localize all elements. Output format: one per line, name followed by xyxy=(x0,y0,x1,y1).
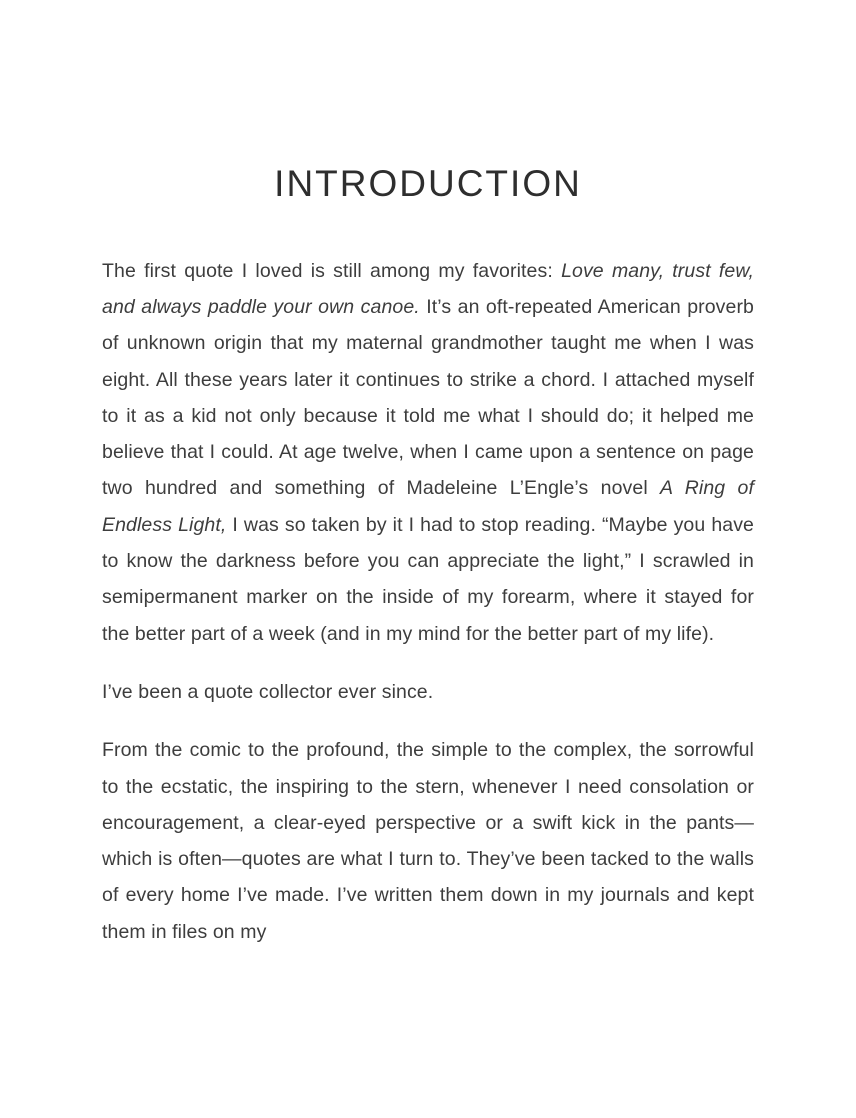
italic-text-run: A Ring of Endless Light, xyxy=(102,477,754,536)
text-run: It’s an oft-repeated American proverb of unknown origin that my maternal grandmother taught me when I was eight. All these years later it continues to strike a chord. I attached myself to it as a kid not only because it told me what I should do; it helped me believe that I could. At age twelve, when I came upon a sentence on page two hundred and something of Madeleine L’Engle’s novel xyxy=(102,295,755,500)
text-run: From the comic to the profound, the simple to the complex, the sorrowful to the ecstatic, the inspiring to the stern, whenever I need consolation or encouragement, a clear-eyed perspective or a swift kick in the pants—which is often—quotes are what I turn to. They’ve been tacked to the walls of every home I’ve made. I’ve written them down in my journals and kept them in files on my xyxy=(102,739,754,943)
text-run: I was so taken by it I had to stop reading. “Maybe you have to know the darkness before you can appreciate the light,” I scrawled in semipermanent marker on the inside of my forearm, where it stayed for the better part of a week (and in my mind for the better part of my life). xyxy=(102,513,755,645)
text-run: The first quote I loved is still among my favorites: xyxy=(102,259,562,282)
paragraph xyxy=(102,732,754,950)
text-run: I’ve been a quote collector ever since. xyxy=(102,680,434,703)
italic-text-run: Love many, trust few, and always paddle your own canoe. xyxy=(102,259,754,318)
chapter-title: INTRODUCTION xyxy=(274,163,582,204)
body-text xyxy=(102,253,754,950)
paragraph xyxy=(102,674,754,710)
paragraph xyxy=(102,253,754,652)
